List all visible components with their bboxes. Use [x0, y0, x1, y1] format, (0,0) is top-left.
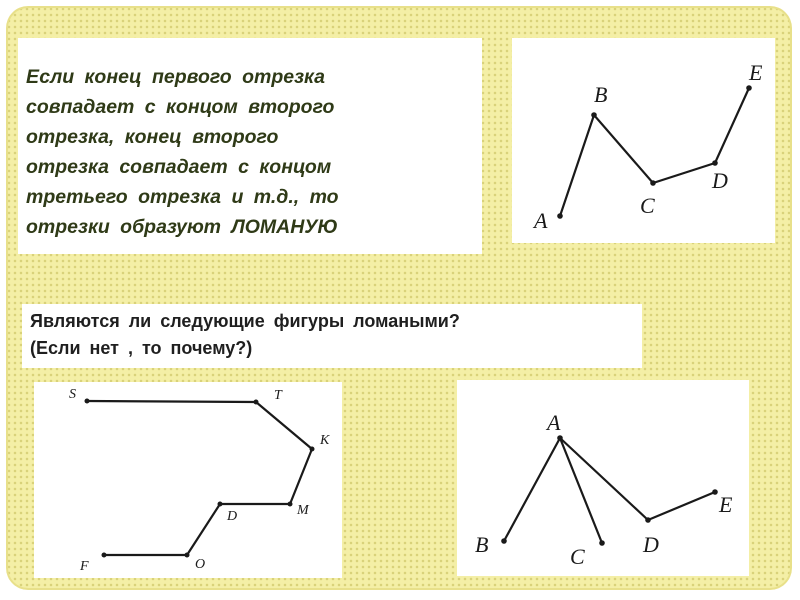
segment-ade [560, 438, 715, 520]
definition-panel [18, 38, 482, 254]
figure-3-drawing [457, 380, 749, 576]
point-d [645, 517, 651, 523]
definition-line: совпадает с концом второго [26, 96, 335, 118]
figure-branched-lines [457, 380, 749, 576]
label-e: E [719, 492, 733, 517]
label-b: B [594, 82, 608, 107]
figure-polyline-stkmdof [34, 382, 342, 578]
point-e [712, 489, 718, 495]
polyline-segments [87, 401, 312, 555]
label-e: E [749, 60, 763, 85]
question-panel [22, 304, 642, 368]
label-k: K [320, 433, 330, 448]
segment-ac [560, 438, 602, 543]
label-t: T [274, 388, 282, 403]
point-s [85, 399, 90, 404]
label-c: C [570, 544, 585, 569]
point-d [712, 160, 718, 166]
label-a: A [534, 208, 548, 233]
point-b [591, 112, 597, 118]
definition-text [26, 62, 478, 242]
point-b [501, 538, 507, 544]
point-d [218, 502, 223, 507]
label-o: O [195, 557, 206, 572]
label-a: A [547, 410, 561, 435]
point-f [102, 553, 107, 558]
label-d: D [712, 168, 728, 193]
point-a [557, 435, 563, 441]
figure-2-drawing [34, 382, 342, 578]
point-e [746, 85, 752, 91]
label-f: F [80, 559, 89, 574]
label-m: M [297, 503, 309, 518]
label-b: B [475, 532, 489, 557]
definition-line: отрезка, конец второго [26, 126, 279, 148]
point-o [185, 553, 190, 558]
figure-polyline-abcde [512, 38, 775, 243]
definition-line: отрезка совпадает с концом [26, 156, 332, 178]
point-c [599, 540, 605, 546]
definition-line: третьего отрезка и т.д., то [26, 186, 339, 208]
point-k [310, 447, 315, 452]
label-c: C [640, 193, 655, 218]
point-a [557, 213, 563, 219]
question-line: (Если нет , то почему?) [30, 338, 253, 358]
definition-line: отрезки образуют ЛОМАНУЮ [26, 216, 338, 238]
label-s: S [69, 387, 76, 402]
label-d: D [227, 509, 238, 524]
label-d: D [643, 532, 659, 557]
figure-1-drawing [512, 38, 775, 243]
definition-line: Если конец первого отрезка [26, 66, 326, 88]
question-line: Являются ли следующие фигуры ломаными? [30, 311, 460, 331]
point-c [650, 180, 656, 186]
question-text [30, 308, 460, 362]
point-m [288, 502, 293, 507]
segment-ab [504, 438, 560, 541]
point-t [254, 400, 259, 405]
